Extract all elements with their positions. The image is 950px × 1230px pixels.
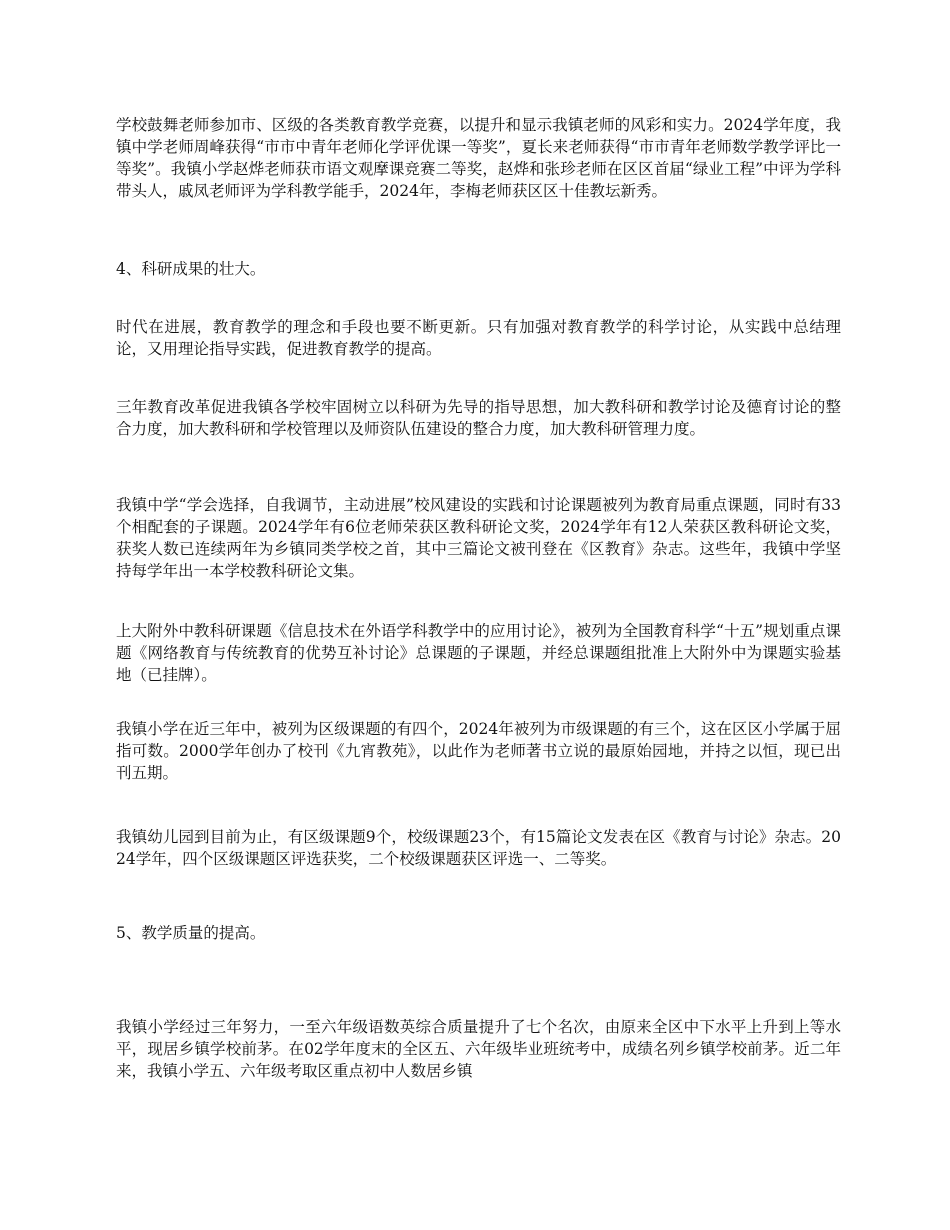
paragraph-primary-school-topics: 我镇小学在近三年中，被列为区级课题的有四个，2024年被列为市级课题的有三个，这在区区小学属于屈指可数。2000学年创办了校刊《九宵教苑》，以此作为老师著书立说的最原始园地，并持之以恒，现已出刊五期。 bbox=[116, 720, 841, 782]
section-heading-research: 4、科研成果的壮大。 bbox=[116, 260, 266, 278]
paragraph-reform: 三年教育改革促进我镇各学校牢固树立以科研为先导的指导思想，加大教科研和教学讨论及德育讨论的整合力度，加大教科研和学校管理以及师资队伍建设的整合力度，加大教科研管理力度。 bbox=[116, 398, 841, 438]
paragraph-teaching-quality: 我镇小学经过三年努力，一至六年级语数英综合质量提升了七个名次，由原来全区中下水平上升到上等水平，现居乡镇学校前茅。在02学年度末的全区五、六年级毕业班统考中，成绩名列乡镇学校前茅。近二年来，我镇小学五、六年级考取区重点初中人数居乡镇 bbox=[116, 1018, 841, 1080]
paragraph-era-progress: 时代在进展，教育教学的理念和手段也要不断更新。只有加强对教育教学的科学讨论，从实践中总结理论，又用理论指导实践，促进教育教学的提高。 bbox=[116, 318, 841, 358]
paragraph-middle-school-research: 我镇中学“学会选择，自我调节，主动进展”校风建设的实践和讨论课题被列为教育局重点课题，同时有33个相配套的子课题。2024学年有6位老师荣获区教科研论文奖，2024学年有12人荣获区教科研论文奖，获奖人数已连续两年为乡镇同类学校之首，其中三篇论文被刊登在《区教育》杂志。这些年，我镇中学坚持每学年出一本学校教科研论文集。 bbox=[116, 496, 841, 580]
section-heading-quality: 5、教学质量的提高。 bbox=[116, 924, 266, 942]
paragraph-shanghai-affiliated: 上大附外中教科研课题《信息技术在外语学科教学中的应用讨论》，被列为全国教育科学“十五”规划重点课题《网络教育与传统教育的优势互补讨论》总课题的子课题，并经总课题组批准上大附外中为课题实验基地（已挂牌）。 bbox=[116, 622, 841, 684]
paragraph-teacher-awards: 学校鼓舞老师参加市、区级的各类教育教学竞赛，以提升和显示我镇老师的风彩和实力。2024学年度，我镇中学老师周峰获得“市市中青年老师化学评优课一等奖”，夏长来老师获得“市市青年老师数学教学评比一等奖”。我镇小学赵烨老师获市语文观摩课竞赛二等奖，赵烨和张珍老师在区区首届“绿业工程”中评为学科带头人，戚凤老师评为学科教学能手，2024年，李梅老师获区区十佳教坛新秀。 bbox=[116, 116, 841, 200]
paragraph-kindergarten: 我镇幼儿园到目前为止，有区级课题9个，校级课题23个，有15篇论文发表在区《教育与讨论》杂志。2024学年，四个区级课题区评选获奖，二个校级课题获区评选一、二等奖。 bbox=[116, 828, 841, 868]
